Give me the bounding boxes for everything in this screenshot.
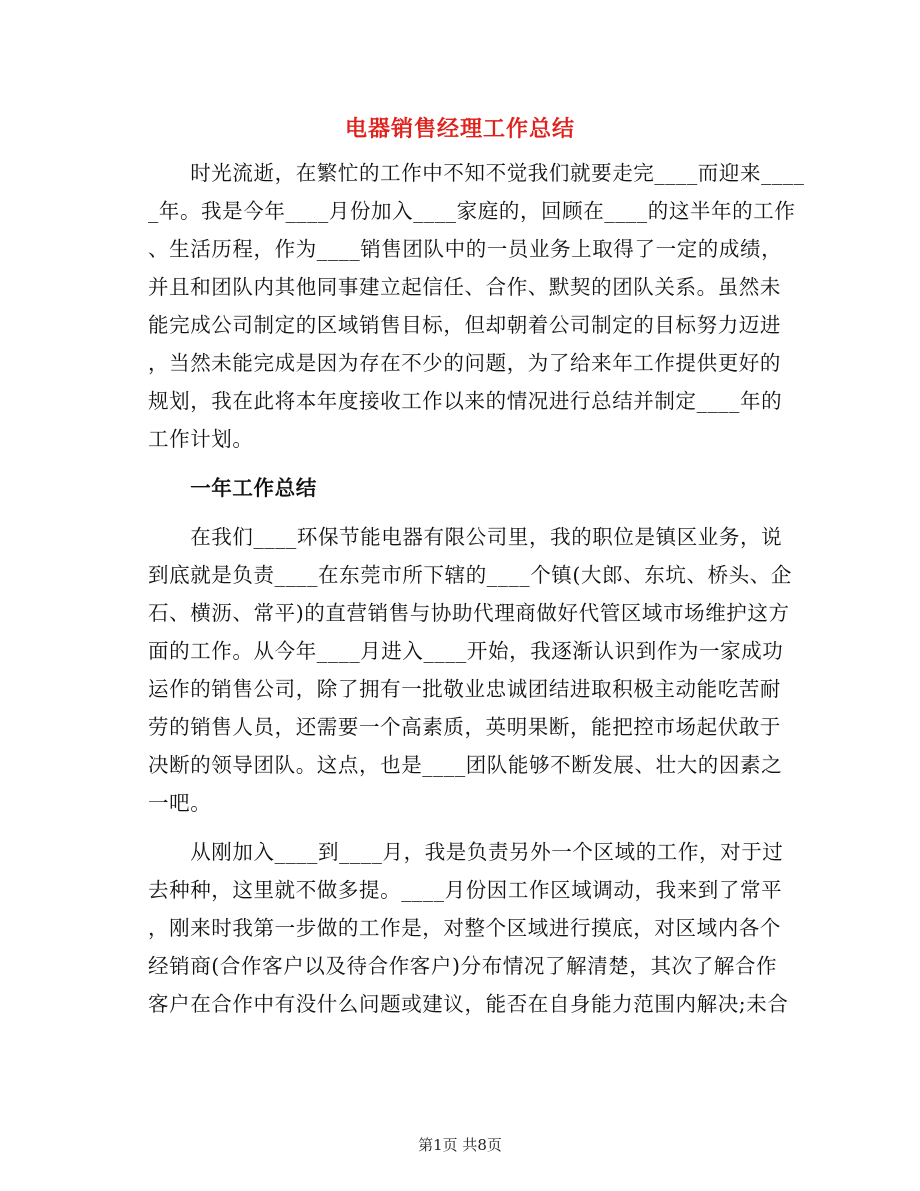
- text-line: ，当然未能完成是因为存在不少的问题，为了给来年工作提供更好的: [148, 351, 781, 375]
- text-line: 去种种，这里就不做多提。____月份因工作区域调动，我来到了常平: [148, 878, 783, 902]
- text-line: 、生活历程，作为____销售团队中的一员业务上取得了一定的成绩，: [148, 237, 783, 261]
- text-line: 在我们____环保节能电器有限公司里，我的职位是镇区业务，说: [148, 525, 783, 549]
- text-line: 一吧。: [148, 791, 212, 815]
- text-line: 劳的销售人员，还需要一个高素质，英明果断，能把控市场起伏敢于: [148, 715, 781, 739]
- text-line: _年。我是今年____月份加入____家庭的，回顾在____的这半年的工作: [148, 199, 796, 223]
- section-heading: 一年工作总结: [148, 476, 317, 500]
- text-line: 从刚加入____到____月，我是负责另外一个区域的工作，对于过: [148, 840, 784, 864]
- text-line: 客户在合作中有没什么问题或建议，能否在自身能力范围内解决;未合: [148, 992, 789, 1016]
- text-line: 工作计划。: [148, 427, 254, 451]
- text-line: 运作的销售公司，除了拥有一批敬业忠诚团结进取积极主动能吃苦耐: [148, 677, 781, 701]
- page-number-footer: 第1页 共8页: [418, 1136, 502, 1154]
- document-title: 电器销售经理工作总结: [344, 117, 575, 142]
- text-line: 决断的领导团队。这点，也是____团队能够不断发展、壮大的因素之: [148, 753, 783, 777]
- text-line: 到底就是负责____在东莞市所下辖的____个镇(大郎、东坑、桥头、企: [148, 563, 792, 587]
- text-line: 时光流逝，在繁忙的工作中不知不觉我们就要走完____而迎来____: [148, 161, 805, 185]
- text-line: 能完成公司制定的区域销售目标，但却朝着公司制定的目标努力迈进: [148, 313, 781, 337]
- text-line: ，刚来时我第一步做的工作是，对整个区域进行摸底，对区域内各个: [148, 916, 781, 940]
- text-line: 经销商(合作客户以及待合作客户)分布情况了解清楚，其次了解合作: [148, 954, 778, 978]
- text-line: 规划，我在此将本年度接收工作以来的情况进行总结并制定____年的: [148, 389, 783, 413]
- text-line: 并且和团队内其他同事建立起信任、合作、默契的团队关系。虽然未: [148, 275, 781, 299]
- text-line: 石、横沥、常平)的直营销售与协助代理商做好代管区域市场维护这方: [148, 601, 790, 625]
- text-line: 面的工作。从今年____月进入____开始，我逐渐认识到作为一家成功: [148, 639, 784, 663]
